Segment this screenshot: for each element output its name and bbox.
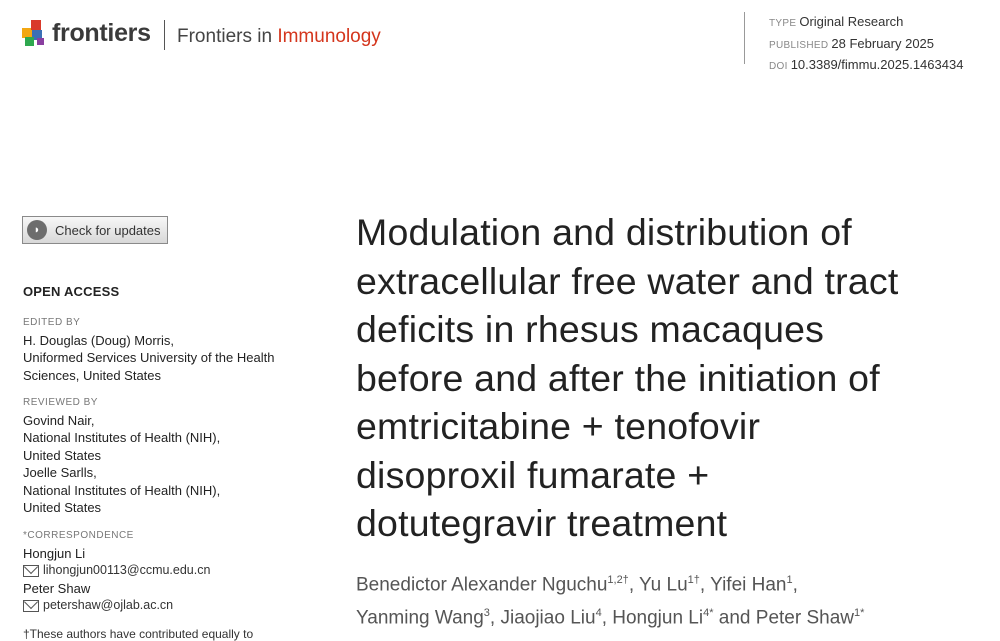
- author-name[interactable]: Yifei Han: [710, 574, 787, 596]
- author-separator: and: [713, 607, 756, 629]
- author-separator: ,: [628, 574, 640, 596]
- author-separator: ,: [489, 607, 501, 629]
- type-label: TYPE: [769, 18, 797, 29]
- doi-label: DOI: [769, 61, 788, 72]
- header-divider: [164, 20, 165, 50]
- author-name[interactable]: Yanming Wang: [356, 607, 484, 629]
- reviewer-line: Joelle Sarlls,: [23, 465, 97, 480]
- author-affiliation: 1*: [854, 607, 865, 620]
- author-name[interactable]: Jiaojiao Liu: [500, 607, 596, 629]
- reviewer-line: Govind Nair,: [23, 412, 95, 428]
- brand-name: frontiers: [52, 18, 151, 47]
- journal-name[interactable]: [177, 26, 381, 48]
- author-separator: ,: [601, 607, 613, 629]
- author-affiliation: 1: [786, 574, 793, 586]
- check-updates-icon: ◗: [27, 220, 47, 240]
- editor-line: Uniformed Services University of the Health: [23, 350, 275, 365]
- article-title: [356, 208, 986, 548]
- frontiers-logo[interactable]: [22, 18, 151, 48]
- author-separator: ,: [792, 574, 798, 596]
- title-line: extracellular free water and tract: [356, 259, 899, 302]
- edited-by-block: [23, 314, 274, 384]
- envelope-icon: [23, 600, 39, 612]
- envelope-icon: [23, 565, 39, 577]
- frontiers-logo-icon: [22, 18, 46, 48]
- journal-title: Immunology: [277, 26, 381, 47]
- email-text: lihongjun00113@ccmu.edu.cn: [43, 563, 211, 577]
- title-line: dotutegravir treatment: [356, 502, 728, 544]
- title-line: before and after the initiation of: [356, 356, 880, 399]
- title-line: deficits in rhesus macaques: [356, 308, 825, 350]
- open-access-text: OPEN ACCESS: [23, 284, 120, 299]
- correspondence-block: [23, 527, 210, 615]
- author-name[interactable]: Hongjun Li: [612, 607, 704, 629]
- author-affiliation: 4*: [703, 607, 714, 620]
- article-meta: [769, 12, 963, 77]
- meta-divider: [744, 12, 745, 64]
- corr-name: Hongjun Li: [23, 545, 86, 561]
- title-line: disoproxil fumarate +: [356, 453, 710, 496]
- reviewer-line: United States: [23, 500, 102, 515]
- corr-name: Peter Shaw: [23, 580, 91, 596]
- author-affiliation: 1,2†: [607, 574, 629, 586]
- author-affiliation: 3: [483, 607, 490, 620]
- check-updates-label: Check for updates: [55, 222, 161, 238]
- reviewer-line: National Institutes of Health (NIH),: [23, 430, 221, 445]
- open-access-label: [23, 283, 119, 301]
- edited-by-label: EDITED BY: [23, 317, 81, 328]
- author-list: [356, 566, 996, 633]
- author-affiliation: 4: [595, 607, 602, 620]
- check-for-updates-button[interactable]: [22, 216, 168, 244]
- correspondence-label: *CORRESPONDENCE: [23, 530, 134, 541]
- reviewed-by-block: [23, 394, 220, 517]
- author-separator: ,: [699, 574, 711, 596]
- title-line: Modulation and distribution of: [356, 211, 852, 253]
- author-name[interactable]: Benedictor Alexander Nguchu: [356, 574, 608, 596]
- title-line: emtricitabine + tenofovir: [356, 405, 761, 447]
- email-text: petershaw@ojlab.ac.cn: [43, 598, 174, 612]
- reviewed-by-label: REVIEWED BY: [23, 397, 98, 408]
- equal-contribution-footnote: †These authors have contributed equally to: [23, 627, 254, 641]
- editor-line: Sciences, United States: [23, 367, 162, 383]
- type-value: Original Research: [799, 14, 904, 29]
- published-label: PUBLISHED: [769, 39, 829, 51]
- author-name[interactable]: Yu Lu: [639, 574, 688, 596]
- corr-email-1[interactable]: [23, 562, 210, 580]
- reviewer-line: United States: [23, 447, 102, 463]
- editor-line: H. Douglas (Doug) Morris,: [23, 332, 174, 348]
- corr-email-2[interactable]: [23, 597, 210, 615]
- reviewer-line: National Institutes of Health (NIH),: [23, 482, 221, 498]
- author-name[interactable]: Peter Shaw: [755, 607, 854, 629]
- published-value: 28 February 2025: [831, 35, 935, 51]
- doi-value[interactable]: 10.3389/fimmu.2025.1463434: [790, 57, 964, 72]
- author-affiliation: 1†: [687, 574, 700, 586]
- journal-prefix: Frontiers in: [177, 26, 273, 47]
